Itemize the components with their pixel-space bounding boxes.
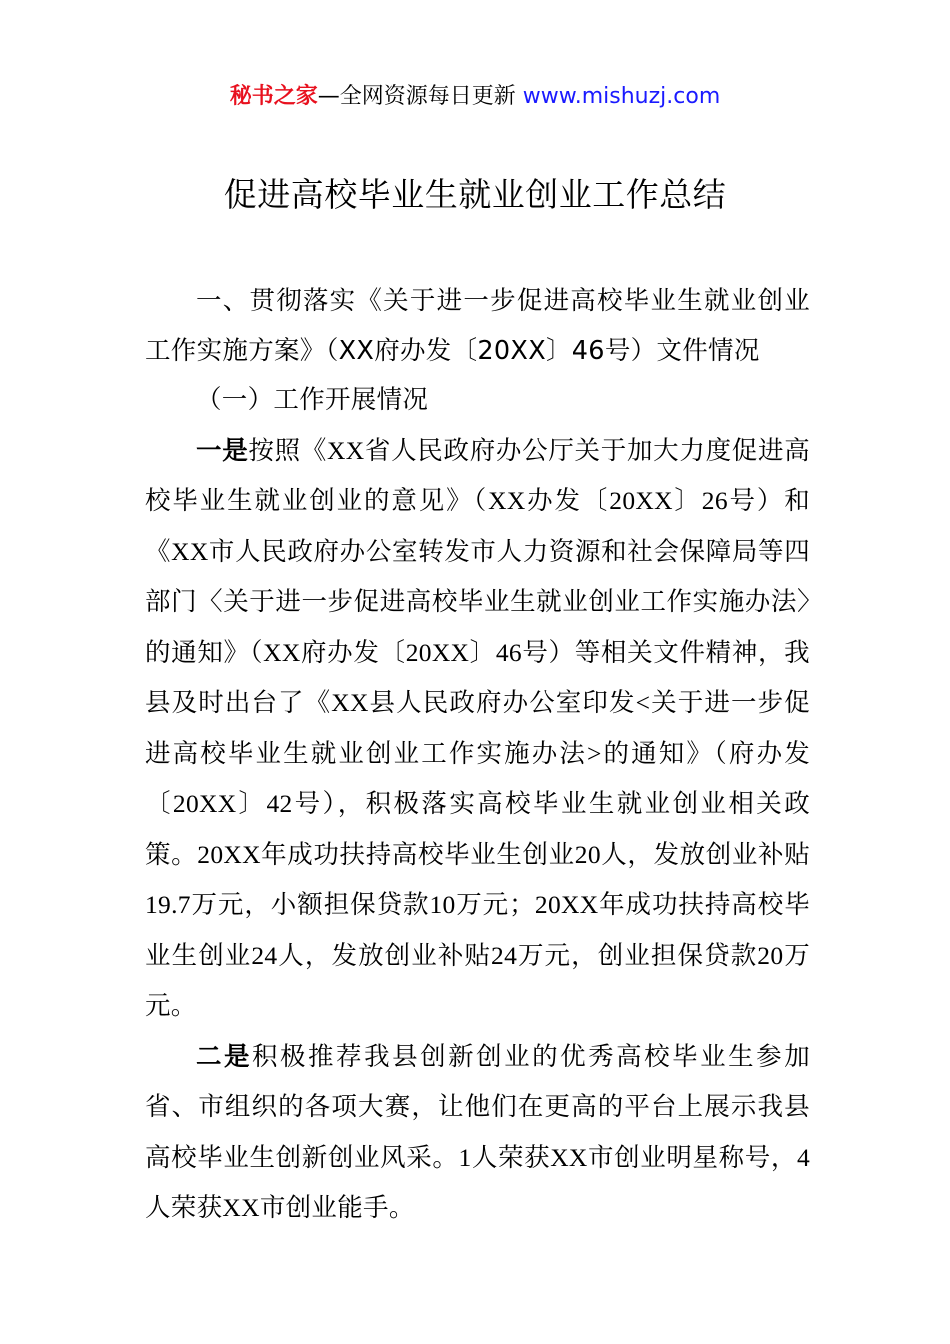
subsection-heading-1: （一）工作开展情况 — [196, 385, 429, 415]
brand-name: 秘书之家 — [229, 84, 318, 109]
item-2-lead: 二是 — [196, 1041, 253, 1072]
item-1-lead: 一是 — [196, 435, 249, 466]
item-2-text: 积极推荐我县创新创业的优秀高校毕业生参加省、市组织的各项大赛，让他们在更高的平台上展示我县高校毕业生创新创业风采。1人荣获XX市创业明星称号，4人荣获XX市创业能手。 — [145, 1041, 810, 1222]
paragraph-item-2 — [145, 1032, 810, 1234]
item-1-text: 按照《XX省人民政府办公厅关于加大力度促进高校毕业生就业创业的意见》（XX办发〔20XX〕26号）和《XX市人民政府办公室转发市人力资源和社会保障局等四部门〈关于进一步促进高校毕业生就业创业工作实施办法〉的通知》（XX府办发〔20XX〕46号）等相关文件精神，我县及时出台了《XX县人民政府办公室印发<关于进一步促进高校毕业生就业创业工作实施办法>的通知》（府办发〔20XX〕42号），积极落实高校毕业生就业创业相关政策。20XX年成功扶持高校毕业生创业20人，发放创业补贴19.7万元，小额担保贷款10万元；20XX年成功扶持高校毕业生创业24人，发放创业补贴24万元，创业担保贷款20万元。 — [145, 435, 810, 1020]
document-body — [145, 277, 810, 1234]
document-title: 促进高校毕业生就业创业工作总结 — [223, 175, 727, 214]
header-tagline: —全网资源每日更新 — [317, 84, 516, 109]
section-heading-1: 一、贯彻落实《关于进一步促进高校毕业生就业创业工作实施方案》（XX府办发〔20XX〕46号）文件情况 — [145, 286, 810, 366]
site-url[interactable]: www.mishuzj.com — [522, 84, 721, 109]
paragraph-item-1 — [145, 426, 810, 1032]
site-header — [0, 82, 950, 112]
